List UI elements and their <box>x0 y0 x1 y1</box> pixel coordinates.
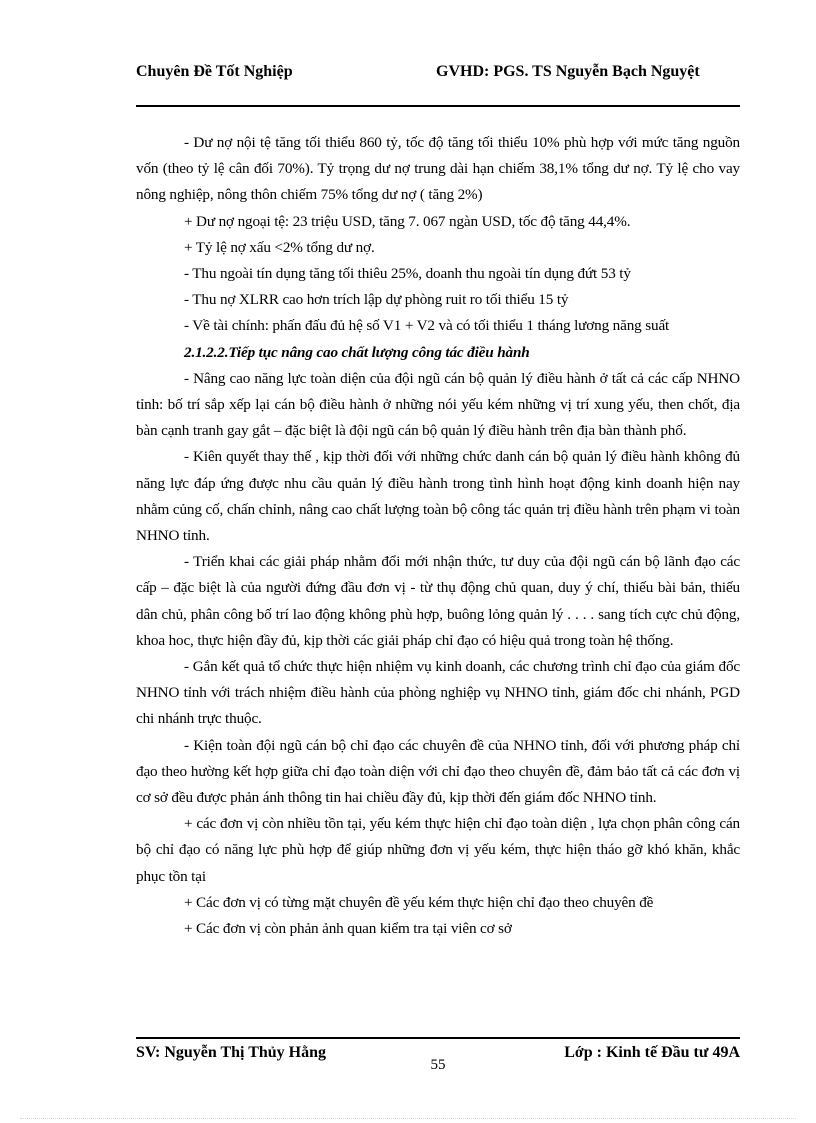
paragraph-weak-units: + các đơn vị còn nhiều tồn tại, yếu kém thực hiện chỉ đạo toàn diện , lựa chọn phân công cán bộ chỉ đạo có năng lực phù hợp để giúp những đơn vị yếu kém, thực hiện tháo gỡ khó khăn, khắc phục tồn tại <box>136 815 740 885</box>
footer-student: SV: Nguyễn Thị Thủy Hằng <box>136 1044 327 1061</box>
paragraph-thematic-direction: - Kiện toàn đội ngũ cán bộ chỉ đạo các chuyên đề của NHNO tỉnh, đối với phương pháp chỉ đạo theo hường kết hợp giữa chỉ đạo toàn diện với chỉ đạo theo chuyên đề, đảm bảo tất cả các đơn vị cơ sở đều được phản ánh thông tin hai chiều đầy đủ, kịp thời đến giám đốc NHNO tỉnh. <box>136 736 740 807</box>
page-header <box>136 62 740 104</box>
paragraph-risk-debt-recovery: - Thu nợ XLRR cao hơn trích lập dự phòng ruit ro tối thiểu 15 tỷ <box>184 291 569 309</box>
section-heading: 2.1.2.2.Tiếp tục nâng cao chất lượng công tác điều hành <box>184 343 530 361</box>
paragraph-replacement: - Kiên quyết thay thế , kịp thời đối với những chức danh cán bộ quản lý điều hành không đủ năng lực đáp ứng được nhu cầu quản lý điều hành trong tình hình hoạt động kinh doanh hiện nay nhằm củng cố, chấn chỉnh, nâng cao chất lượng toàn bộ công tác quản trị điều hành trên phạm vi toàn NHNO tỉnh. <box>136 448 740 545</box>
paragraph-thematic-units: + Các đơn vị có từng mặt chuyên đề yếu kém thực hiện chỉ đạo theo chuyên đề <box>184 893 654 911</box>
footer-divider <box>136 1037 740 1039</box>
page-body <box>136 130 740 942</box>
footer-class: Lớp : Kinh tế Đầu tư 49A <box>564 1044 740 1061</box>
paragraph-responsibility-link: - Gắn kết quả tổ chức thực hiện nhiệm vụ kinh doanh, các chương trình chỉ đạo của giám đốc NHNO tỉnh với trách nhiệm điều hành của phòng nghiệp vụ NHNO tỉnh, giám đốc chi nhánh, PGD chi nhánh trực thuộc. <box>136 658 740 728</box>
paragraph-bad-debt-ratio: + Tỷ lệ nợ xấu <2% tổng dư nợ. <box>184 238 375 256</box>
paragraph-management-capacity: - Nâng cao năng lực toàn diện của đội ngũ cán bộ quản lý điều hành ở tất cả các cấp NHNO tỉnh: bố trí sắp xếp lại cán bộ điều hành ở những nói yếu kém những vị trí xung yếu, then chốt, địa bàn cạnh tranh gay gắt – đặc biệt là đội ngũ cán bộ quản lý điều hành trên địa bàn thành phố. <box>136 369 740 440</box>
header-divider <box>136 105 740 107</box>
paragraph-mindset-reform: - Triển khai các giải pháp nhằm đổi mới nhận thức, tư duy của đội ngũ cán bộ lãnh đạo các cấp – đặc biệt là của người đứng đầu đơn vị - từ thụ động chủ quan, duy ý chí, thiếu bài bản, thiếu dân chủ, phân công bố trí lao động không phù hợp, buông lỏng quản lý . . . . sang tích cực chủ động, khoa hoc, thực hiện đầy đủ, kịp thời các giải pháp chỉ đạo có hiệu quả trong toàn hệ thống. <box>136 553 740 649</box>
paragraph-finance: - Về tài chính: phấn đấu đủ hệ số V1 + V2 và có tối thiểu 1 tháng lương năng suất <box>184 317 670 335</box>
paragraph-non-credit-income: - Thu ngoài tín dụng tăng tối thiêu 25%, doanh thu ngoài tín dụng đứt 53 tỷ <box>184 265 631 283</box>
page-footer <box>136 1043 740 1083</box>
paragraph-inspection-units: + Các đơn vị còn phản ảnh quan kiểm tra tại viên cơ sở <box>184 920 512 938</box>
paragraph-local-currency-loans: - Dư nợ nội tệ tăng tối thiểu 860 tỷ, tốc độ tăng tối thiểu 10% phù hợp với mức tăng nguồn vốn (theo tỷ lệ cân đối 70%). Tỷ trọng dư nợ trung dài hạn chiếm 38,1% tổng dư nợ. Tỷ lệ cho vay nông nghiệp, nông thôn chiếm 75% tổng dư nợ ( tăng 2%) <box>136 134 740 204</box>
page-edge <box>20 1118 796 1119</box>
header-supervisor: GVHD: PGS. TS Nguyễn Bạch Nguyệt <box>436 63 700 80</box>
page-number: 55 <box>430 1057 446 1073</box>
paragraph-foreign-currency-loans: + Dư nợ ngoại tệ: 23 triệu USD, tăng 7. 067 ngàn USD, tốc độ tăng 44,4%. <box>184 212 631 230</box>
header-document-type: Chuyên Đề Tốt Nghiệp <box>136 63 293 80</box>
